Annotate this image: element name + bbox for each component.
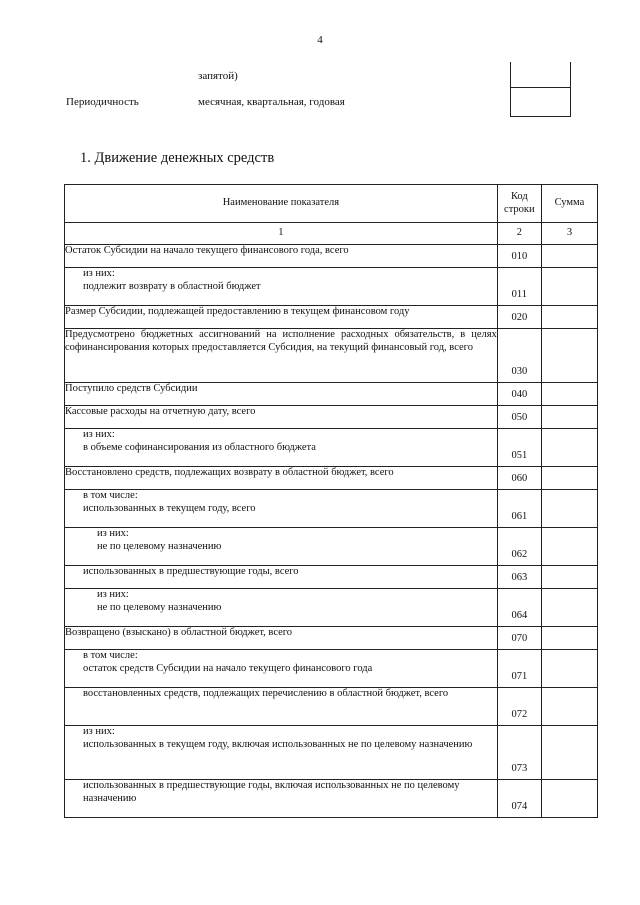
- row-text-line: в том числе:: [83, 490, 138, 501]
- row-text-line: Предусмотрено бюджетных ассигнований на исполнение расходных обязательств, в целях софинансирования которых предоставляется Субсидия, на текущий финансовый год, всего: [65, 329, 497, 353]
- row-amount-cell[interactable]: [541, 726, 597, 780]
- row-text-line: подлежит возврату в областной бюджет: [83, 280, 261, 292]
- table-row: [65, 490, 598, 528]
- row-text-line: Размер Субсидии, подлежащей предоставлению в текущем финансовом году: [65, 306, 410, 317]
- row-text-line: Остаток Субсидии на начало текущего финансового года, всего: [65, 245, 349, 256]
- row-text-line: из них:: [83, 268, 115, 279]
- row-indicator-name: [65, 780, 498, 818]
- row-indicator-name: [65, 329, 498, 383]
- row-amount-cell[interactable]: [541, 268, 597, 306]
- table-row: [65, 429, 598, 467]
- table-row: [65, 245, 598, 268]
- column-number-2: 2: [497, 223, 541, 245]
- periodicity-label: Периодичность: [66, 96, 139, 108]
- table-row: [65, 268, 598, 306]
- header-indicator-name: Наименование показателя: [65, 185, 498, 223]
- row-text-line: не по целевому назначению: [97, 601, 222, 613]
- row-text-line: использованных в текущем году, всего: [83, 502, 256, 514]
- row-line-code: 074: [497, 780, 541, 818]
- row-text-line: из них:: [97, 528, 129, 539]
- row-amount-cell[interactable]: [541, 245, 597, 268]
- row-indicator-name: [65, 429, 498, 467]
- row-indicator-name: [65, 406, 498, 429]
- row-indicator-name: [65, 306, 498, 329]
- row-text-line: использованных в предшествующие годы, всего: [83, 566, 299, 577]
- row-indicator-name: [65, 467, 498, 490]
- row-text-line: Поступило средств Субсидии: [65, 383, 198, 394]
- code-box-periodicity: [510, 87, 571, 117]
- row-indicator-name: [65, 627, 498, 650]
- row-amount-cell[interactable]: [541, 383, 597, 406]
- row-text-line: восстановленных средств, подлежащих перечислению в областной бюджет, всего: [83, 688, 449, 699]
- row-line-code: 060: [497, 467, 541, 490]
- row-indicator-name: [65, 589, 498, 627]
- row-amount-cell[interactable]: [541, 627, 597, 650]
- row-line-code: 072: [497, 688, 541, 726]
- row-text-line: Восстановлено средств, подлежащих возврату в областной бюджет, всего: [65, 467, 394, 478]
- row-indicator-name: [65, 726, 498, 780]
- row-text-line: в объеме софинансирования из областного бюджета: [83, 441, 316, 453]
- table-row: [65, 589, 598, 627]
- row-amount-cell[interactable]: [541, 329, 597, 383]
- section-title: 1. Движение денежных средств: [80, 150, 275, 166]
- row-amount-cell[interactable]: [541, 780, 597, 818]
- row-indicator-name: [65, 268, 498, 306]
- row-indicator-name: [65, 490, 498, 528]
- periodicity-value: месячная, квартальная, годовая: [198, 96, 345, 108]
- row-text-line: из них:: [83, 429, 115, 440]
- page-number: 4: [317, 34, 323, 46]
- row-line-code: 020: [497, 306, 541, 329]
- row-amount-cell[interactable]: [541, 528, 597, 566]
- row-indicator-name: [65, 528, 498, 566]
- row-amount-cell[interactable]: [541, 429, 597, 467]
- row-amount-cell[interactable]: [541, 688, 597, 726]
- row-amount-cell[interactable]: [541, 566, 597, 589]
- row-text-line: не по целевому назначению: [97, 540, 222, 552]
- row-indicator-name: [65, 245, 498, 268]
- header-amount: Сумма: [541, 185, 597, 223]
- row-text-line: остаток средств Субсидии на начало текущего финансового года: [83, 662, 373, 674]
- row-text-line: использованных в предшествующие годы, включая использованных не по целевому назначению: [83, 780, 460, 804]
- row-text-line: в том числе:: [83, 650, 138, 661]
- row-line-code: 061: [497, 490, 541, 528]
- row-indicator-name: [65, 650, 498, 688]
- row-text-line: из них:: [83, 726, 115, 737]
- table-row: [65, 383, 598, 406]
- row-amount-cell[interactable]: [541, 467, 597, 490]
- table-row: [65, 688, 598, 726]
- row-amount-cell[interactable]: [541, 589, 597, 627]
- row-indicator-name: [65, 383, 498, 406]
- row-text-line: Возвращено (взыскано) в областной бюджет, всего: [65, 627, 293, 638]
- row-indicator-name: [65, 688, 498, 726]
- column-number-1: 1: [65, 223, 498, 245]
- row-line-code: 063: [497, 566, 541, 589]
- row-text-line: использованных в текущем году, включая использованных не по целевому назначению: [83, 738, 473, 750]
- row-line-code: 050: [497, 406, 541, 429]
- table-row: [65, 566, 598, 589]
- row-amount-cell[interactable]: [541, 406, 597, 429]
- row-line-code: 062: [497, 528, 541, 566]
- row-text-line: из них:: [97, 589, 129, 600]
- table-row: [65, 627, 598, 650]
- row-line-code: 064: [497, 589, 541, 627]
- row-line-code: 070: [497, 627, 541, 650]
- row-line-code: 051: [497, 429, 541, 467]
- table-number-row: [65, 223, 598, 245]
- row-amount-cell[interactable]: [541, 490, 597, 528]
- table-row: [65, 726, 598, 780]
- table-row: [65, 650, 598, 688]
- header-line-code: Код строки: [497, 185, 541, 223]
- row-line-code: 030: [497, 329, 541, 383]
- row-text-line: Кассовые расходы на отчетную дату, всего: [65, 406, 256, 417]
- column-number-3: 3: [541, 223, 597, 245]
- row-line-code: 040: [497, 383, 541, 406]
- table-row: [65, 306, 598, 329]
- row-indicator-name: [65, 566, 498, 589]
- cash-flow-table: [64, 184, 598, 818]
- table-row: [65, 467, 598, 490]
- table-row: [65, 329, 598, 383]
- table-row: [65, 528, 598, 566]
- code-box-upper: [510, 62, 571, 88]
- table-row: [65, 406, 598, 429]
- row-amount-cell[interactable]: [541, 306, 597, 329]
- row-amount-cell[interactable]: [541, 650, 597, 688]
- header-continued-text: запятой): [198, 70, 238, 82]
- row-line-code: 071: [497, 650, 541, 688]
- table-header-row: [65, 185, 598, 223]
- row-line-code: 010: [497, 245, 541, 268]
- table-row: [65, 780, 598, 818]
- row-line-code: 011: [497, 268, 541, 306]
- row-line-code: 073: [497, 726, 541, 780]
